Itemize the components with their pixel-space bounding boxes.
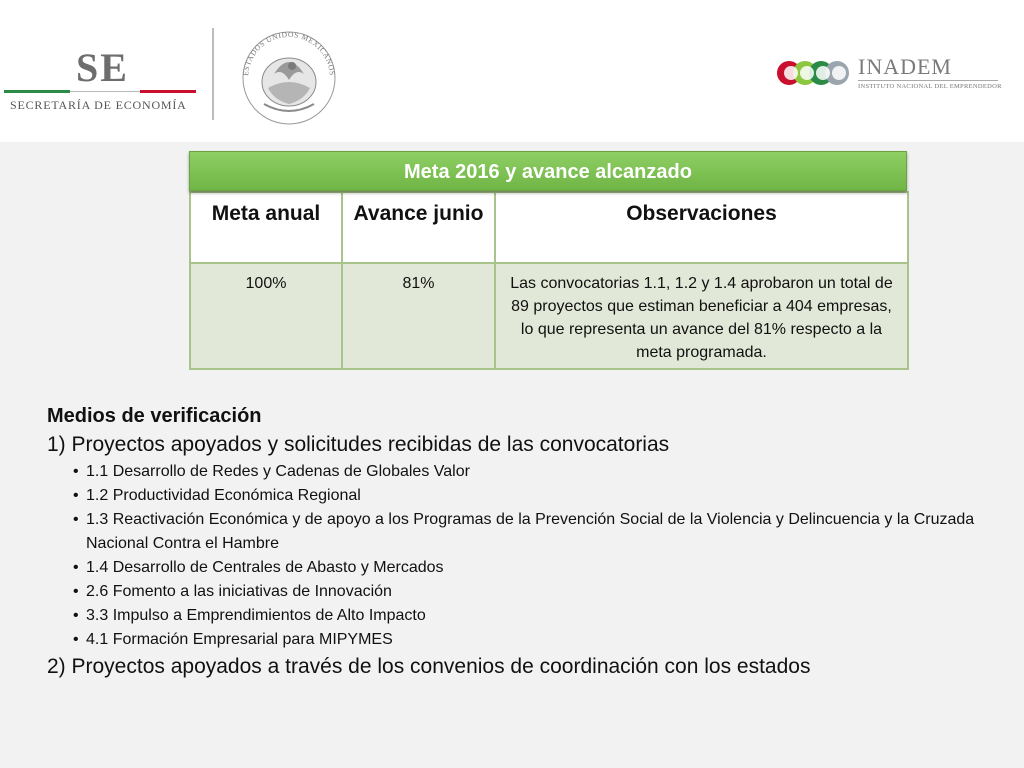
list-item: • 1.3 Reactivación Económica y de apoyo a los Programas de la Prevención Social de la Violencia y Delincuencia y la Cruzada Nacional Contra el Hambre bbox=[73, 508, 1007, 556]
header-band bbox=[0, 0, 1024, 142]
list-item: • 1.4 Desarrollo de Centrales de Abasto y Mercados bbox=[73, 556, 1007, 580]
se-logo-mid-line bbox=[70, 91, 140, 92]
table-row bbox=[190, 263, 908, 369]
se-logo-red-bar bbox=[140, 90, 196, 93]
meta-table-grid bbox=[189, 191, 909, 370]
verification-item-2: 2) Proyectos apoyados a través de los convenios de coordinación con los estados bbox=[47, 655, 811, 678]
verification-heading: Medios de verificación bbox=[47, 405, 262, 427]
inadem-name: INADEM bbox=[858, 54, 952, 79]
list-item: • 4.1 Formación Empresarial para MIPYMES bbox=[73, 628, 1007, 652]
meta-table-header-row bbox=[190, 192, 908, 263]
col-header-avance-junio: Avance junio bbox=[342, 192, 495, 263]
convocatorias-list bbox=[73, 460, 1007, 652]
inadem-subtitle: INSTITUTO NACIONAL DEL EMPRENDEDOR bbox=[858, 83, 1002, 90]
cell-meta-anual: 100% bbox=[190, 263, 342, 369]
inadem-logo bbox=[776, 52, 1006, 94]
col-header-meta-anual: Meta anual bbox=[190, 192, 342, 263]
list-item: • 1.2 Productividad Económica Regional bbox=[73, 484, 1007, 508]
meta-table-title: Meta 2016 y avance alcanzado bbox=[189, 151, 907, 191]
cell-observaciones: Las convocatorias 1.1, 1.2 y 1.4 aprobaron un total de 89 proyectos que estiman beneficiar a 404 empresas, lo que representa un avance del 81% respecto a la meta programada. bbox=[495, 263, 908, 369]
list-item: • 2.6 Fomento a las iniciativas de Innovación bbox=[73, 580, 1007, 604]
header-divider bbox=[212, 28, 214, 120]
list-item: • 1.1 Desarrollo de Redes y Cadenas de Globales Valor bbox=[73, 460, 1007, 484]
se-logo bbox=[4, 40, 200, 120]
verification-section bbox=[47, 402, 1007, 682]
se-logo-name: SECRETARÍA DE ECONOMÍA bbox=[10, 98, 187, 112]
se-logo-abbr: SE bbox=[76, 45, 129, 90]
list-item: • 3.3 Impulso a Emprendimientos de Alto Impacto bbox=[73, 604, 1007, 628]
cell-avance-junio: 81% bbox=[342, 263, 495, 369]
inadem-circles-icon bbox=[776, 58, 856, 88]
meta-table bbox=[189, 151, 907, 370]
seal-text: ESTADOS UNIDOS MEXICANOS bbox=[241, 29, 337, 77]
se-logo-green-bar bbox=[4, 90, 70, 93]
verification-item-1: 1) Proyectos apoyados y solicitudes recibidas de las convocatorias bbox=[47, 433, 670, 456]
mexico-seal-icon bbox=[234, 22, 344, 126]
col-header-observaciones: Observaciones bbox=[495, 192, 908, 263]
inadem-rule bbox=[858, 80, 998, 81]
